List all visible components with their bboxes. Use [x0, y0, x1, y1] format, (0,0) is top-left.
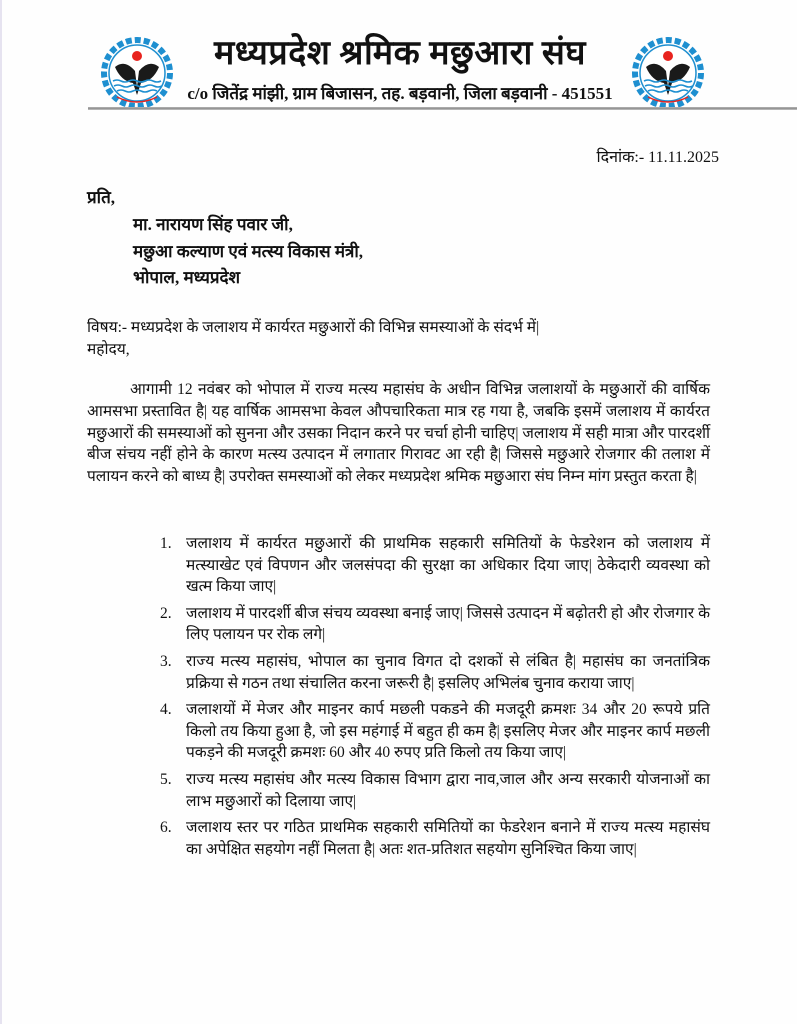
demands-list — [160, 533, 710, 865]
demand-number: 1. — [160, 535, 172, 552]
body-paragraph: आगामी 12 नवंबर को भोपाल में राज्य मत्स्य महासंघ के अधीन विभिन्न जलाशयों के मछुआरों की वार्षिक आमसभा प्रस्तावित है| यह वार्षिक आमसभा केवल औपचारिकता मात्र रह गया है, जबकि इसमें जलाशय में कार्यरत मछुआरों की समस्याओं को सुनना और उसका निदान करने पर चर्चा होनी चाहिए| जलाशय में सही मात्रा और पारदर्शी बीज संचय नहीं होने के कारण मत्स्य उत्पादन में लगातार गिरावट आ रही है| जिससे मछुआरे रोजगार की तलाश में पलायन करने को बाध्य है| उपरोक्त समस्याओं को लेकर मध्यप्रदेश श्रमिक मछुआरा संघ निम्न मांग प्रस्तुत करता है| — [87, 381, 710, 486]
letter-date: दिनांक:- 11.11.2025 — [596, 149, 719, 166]
subject-line: विषय:- मध्यप्रदेश के जलाशय में कार्यरत मछुआरों की विभिन्न समस्याओं के संदर्भ में| — [87, 319, 540, 336]
demand-text: राज्य मत्स्य महासंघ और मत्स्य विकास विभाग द्वारा नाव,जाल और अन्य सरकारी योजनाओं का लाभ मछुआरों को दिलाया जाए| — [186, 770, 710, 810]
demand-text: जलाशय में पारदर्शी बीज संचय व्यवस्था बनाई जाए| जिससे उत्पादन में बढ़ोतरी हो और रोजगार के लिए पलायन पर रोक लगे| — [186, 604, 710, 644]
organization-address: c/o जितेंद्र मांझी, ग्राम बिजासन, तह. बड़वानी, जिला बड़वानी - 451551 — [187, 84, 613, 103]
demand-item — [160, 699, 710, 764]
demand-number: 2. — [160, 604, 172, 622]
demand-item — [160, 817, 710, 860]
union-emblem-icon — [101, 37, 173, 109]
recipient-location: भोपाल, मध्यप्रदेश — [133, 268, 241, 287]
recipient-designation: मछुआ कल्याण एवं मत्स्य विकास मंत्री, — [133, 241, 364, 261]
demand-text: जलाशयों में मेजर और माइनर कार्प मछली पकडने की मजदूरी क्रमशः 34 और 20 रूपये प्रति किलो तय किया हुआ है, जो इस महंगाई में बहुत ही कम है| इसलिए मेजर और माइनर कार्प मछली पकड़ने की मजदूरी क्रमशः 60 और 40 रुपए प्रति किलो तय किया जाए| — [186, 701, 710, 762]
header-divider — [88, 107, 797, 110]
demand-item — [160, 603, 710, 646]
demand-number: 4. — [160, 701, 172, 719]
demand-number: 6. — [160, 819, 172, 837]
demand-item — [160, 769, 710, 812]
to-label: प्रति, — [87, 188, 116, 207]
page-left-edge — [0, 0, 2, 1024]
salutation: महोदय, — [87, 341, 130, 358]
union-emblem-icon — [632, 37, 704, 109]
recipient-name: मा. नारायण सिंह पवार जी, — [133, 215, 293, 234]
demand-number: 5. — [160, 770, 172, 788]
demand-number: 3. — [160, 652, 172, 670]
recipient-block — [133, 212, 363, 292]
demand-item — [160, 533, 710, 598]
organization-name: मध्यप्रदेश श्रमिक मछुआरा संघ — [214, 35, 586, 72]
demand-text: जलाशय में कार्यरत मछुआरों की प्राथमिक सहकारी समितियों के फेडरेशन को जलाशय में मत्स्याखेट एवं विपणन और जलसंपदा की सुरक्षा का अधिकार दिया जाए| ठेकेदारी व्यवस्था को खत्म किया जाए| — [186, 535, 710, 596]
demand-text: राज्य मत्स्य महासंघ, भोपाल का चुनाव विगत दो दशकों से लंबित है| महासंघ का जनतांत्रिक प्रक्रिया से गठन तथा संचालित करना जरूरी है| इसलिए अभिलंब चुनाव कराया जाए| — [186, 652, 710, 692]
letterhead — [0, 30, 797, 112]
demand-item — [160, 651, 710, 694]
demand-text: जलाशय स्तर पर गठित प्राथमिक सहकारी समितियों का फेडरेशन बनाने में राज्य मत्स्य महासंघ का अपेक्षित सहयोग नहीं मिलता है| अतः शत-प्रतिशत सहयोग सुनिश्चित किया जाए| — [186, 819, 710, 858]
